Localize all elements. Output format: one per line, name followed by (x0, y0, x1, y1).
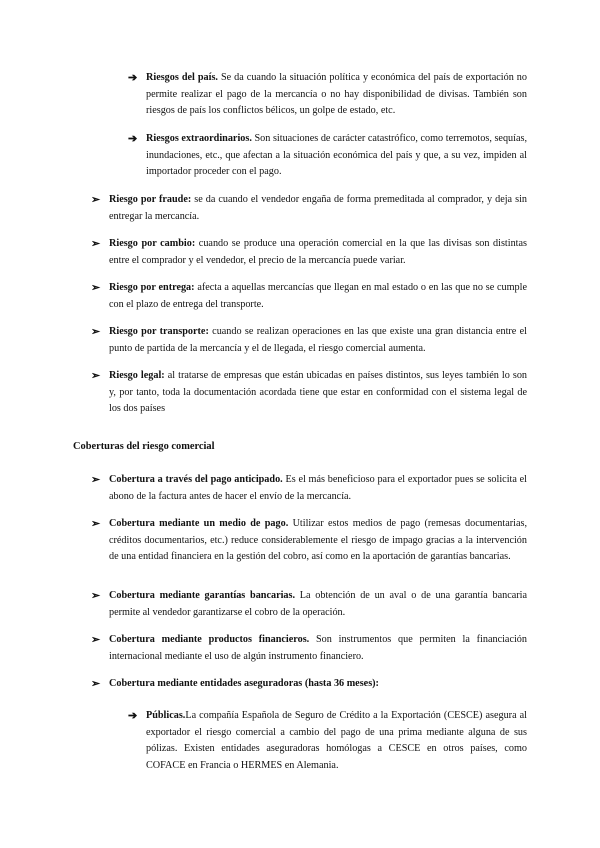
list-item-cobertura-medio-pago: Cobertura mediante un medio de pago. Utilizar estos medios de pago (remesas documentarias, créditos documentarios, etc.) reduce considerablemente el riesgo de impago gracias a la intervención de una entidad financiera en la gestión del cobro, así como en la aportación de garantías bancarias. (109, 518, 528, 562)
chevron-bullet-icon: ➢ (91, 518, 101, 530)
chevron-bullet-icon: ➢ (91, 194, 101, 206)
chevron-bullet-icon: ➢ (91, 634, 101, 646)
chevron-bullet-icon: ➢ (91, 590, 101, 602)
chevron-bullet-icon: ➢ (91, 238, 101, 250)
list-item-publicas: Públicas.La compañía Española de Seguro de Crédito a la Exportación (CESCE) asegura al exportador el riesgo comercial a cambio del pago de una prima mediante alguna de sus pólizas. Existen entidades aseguradoras homólogas a CESCE en otros países, como COFACE en Francia o HERMES en Alemania. (146, 710, 527, 771)
list-item-riesgo-entrega: Riesgo por entrega: afecta a aquellas mercancías que llegan en mal estado o en las que no se cumple con el plazo de entrega del transporte. (109, 282, 527, 310)
list-item-riesgo-extraordinario: Riesgos extraordinarios. Son situaciones de carácter catastrófico, como terremotos, sequías, inundaciones, etc., que afectan a la situación económica del país y que, a su vez, impiden al importador proceder con el pago. (146, 133, 528, 177)
list-item-cobertura-garantias: Cobertura mediante garantías bancarias. La obtención de un aval o de una garantía bancaria permite al vendedor garantizarse el cobro de la operación. (109, 590, 527, 618)
arrow-bullet-icon: ➔ (128, 72, 138, 84)
chevron-bullet-icon: ➢ (91, 282, 101, 294)
arrow-bullet-icon: ➔ (128, 710, 138, 722)
list-item-cobertura-aseguradoras: Cobertura mediante entidades aseguradoras (hasta 36 meses): (109, 678, 379, 689)
chevron-bullet-icon: ➢ (91, 678, 101, 690)
list-item-cobertura-pago-anticipado: Cobertura a través del pago anticipado. Es el más beneficioso para el exportador pues se solicita el abono de la factura antes de hacer el envío de la mercancía. (109, 474, 527, 502)
list-item-riesgo-transporte: Riesgo por transporte: cuando se realizan operaciones en las que existe una gran distancia entre el punto de partida de la mercancía y el de llegada, el riesgo comercial aumenta. (109, 326, 527, 354)
section-heading: Coberturas del riesgo comercial (73, 441, 215, 452)
chevron-bullet-icon: ➢ (91, 474, 101, 486)
list-item-riesgo-pais: Riesgos del país. Se da cuando la situación política y económica del país de exportación no permite realizar el pago de la mercancía o no hay disponibilidad de divisas. También son riesgos de país los conflictos bélicos, un golpe de estado, etc. (146, 72, 527, 116)
arrow-bullet-icon: ➔ (128, 133, 138, 145)
list-item-cobertura-productos: Cobertura mediante productos financieros. Son instrumentos que permiten la financiación internacional mediante el uso de algún instrumento financiero. (109, 634, 527, 662)
chevron-bullet-icon: ➢ (91, 326, 101, 338)
list-item-riesgo-cambio: Riesgo por cambio: cuando se produce una operación comercial en la que las divisas son distintas entre el comprador y el vendedor, el precio de la mercancía puede variar. (109, 238, 527, 266)
list-item-riesgo-fraude: Riesgo por fraude: se da cuando el vendedor engaña de forma premeditada al comprador, y deja sin entregar la mercancía. (109, 194, 527, 222)
chevron-bullet-icon: ➢ (91, 370, 101, 382)
list-item-riesgo-legal: Riesgo legal: al tratarse de empresas que están ubicadas en países distintos, sus leyes también lo son y, por tanto, toda la documentación acordada tiene que estar en conformidad con el sistema legal de los dos países (109, 370, 528, 414)
